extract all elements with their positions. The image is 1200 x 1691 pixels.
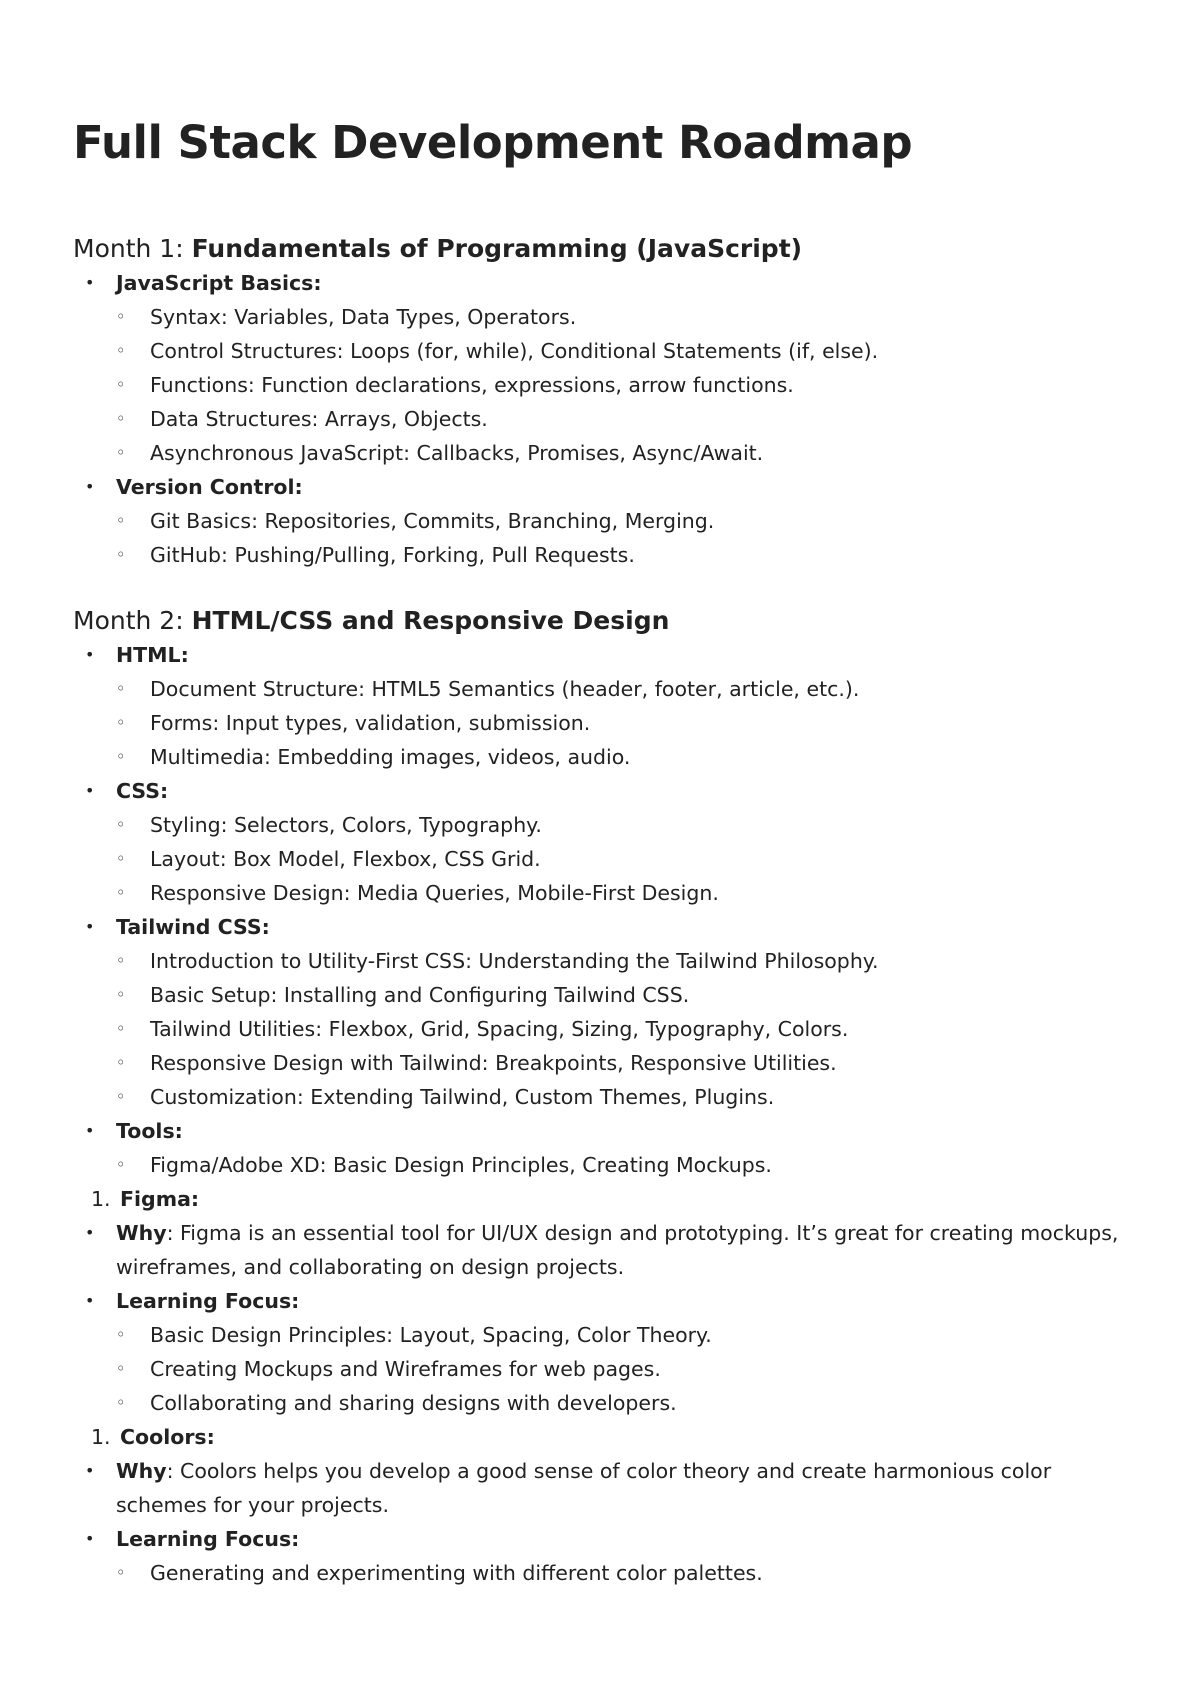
item-number: 1. xyxy=(91,1425,111,1449)
list-item: ◦ Multimedia: Embedding images, videos, audio. xyxy=(73,740,1133,774)
why-text: : Figma is an essential tool for UI/UX design and prototyping. It’s great for creating mockups, wireframes, and collaborating on design projects. xyxy=(116,1221,1119,1279)
month-1-prefix: Month 1: xyxy=(73,234,192,263)
list-item: ◦ Git Basics: Repositories, Commits, Branching, Merging. xyxy=(73,504,1133,538)
list-item: ◦ Generating and experimenting with different color palettes. xyxy=(73,1556,1133,1590)
list-item: ◦ Responsive Design: Media Queries, Mobile-First Design. xyxy=(73,876,1133,910)
list-item: ◦ Figma/Adobe XD: Basic Design Principles, Creating Mockups. xyxy=(73,1148,1133,1182)
why-text: : Coolors helps you develop a good sense of color theory and create harmonious color schemes for your projects. xyxy=(116,1459,1052,1517)
month-1-heading xyxy=(73,232,1133,266)
coolors-why xyxy=(73,1454,1133,1522)
item-title: Figma: xyxy=(120,1187,200,1211)
list-item: ◦ Data Structures: Arrays, Objects. xyxy=(73,402,1133,436)
list-item: ◦ Functions: Function declarations, expressions, arrow functions. xyxy=(73,368,1133,402)
section-label: HTML: xyxy=(116,643,189,667)
item-number: 1. xyxy=(91,1187,111,1211)
list-item: ◦ Syntax: Variables, Data Types, Operators. xyxy=(73,300,1133,334)
section-javascript-basics xyxy=(73,266,1133,300)
list-item: ◦ Creating Mockups and Wireframes for web pages. xyxy=(73,1352,1133,1386)
month-2-heading xyxy=(73,604,1133,638)
list-item: ◦ Styling: Selectors, Colors, Typography. xyxy=(73,808,1133,842)
section-tailwind-css xyxy=(73,910,1133,944)
list-item: ◦ Tailwind Utilities: Flexbox, Grid, Spacing, Sizing, Typography, Colors. xyxy=(73,1012,1133,1046)
document-page xyxy=(73,112,1133,1590)
figma-learning-focus xyxy=(73,1284,1133,1318)
figma-list xyxy=(73,1216,1133,1420)
coolors-learning-focus xyxy=(73,1522,1133,1556)
list-item: ◦ Introduction to Utility-First CSS: Understanding the Tailwind Philosophy. xyxy=(73,944,1133,978)
list-item: ◦ Document Structure: HTML5 Semantics (header, footer, article, etc.). xyxy=(73,672,1133,706)
focus-label: Learning Focus: xyxy=(116,1527,300,1551)
list-item: ◦ Customization: Extending Tailwind, Custom Themes, Plugins. xyxy=(73,1080,1133,1114)
section-label: Tailwind CSS: xyxy=(116,915,270,939)
section-css xyxy=(73,774,1133,808)
page-title: Full Stack Development Roadmap xyxy=(73,116,913,169)
section-label: Tools: xyxy=(116,1119,183,1143)
list-item: ◦ Layout: Box Model, Flexbox, CSS Grid. xyxy=(73,842,1133,876)
list-item: ◦ Forms: Input types, validation, submission. xyxy=(73,706,1133,740)
section-label: JavaScript Basics: xyxy=(116,271,322,295)
item-title: Coolors: xyxy=(120,1425,215,1449)
section-label: CSS: xyxy=(116,779,169,803)
numbered-item-figma xyxy=(73,1182,1133,1216)
list-item: ◦ Responsive Design with Tailwind: Breakpoints, Responsive Utilities. xyxy=(73,1046,1133,1080)
list-item: ◦ Basic Design Principles: Layout, Spacing, Color Theory. xyxy=(73,1318,1133,1352)
why-label: Why xyxy=(116,1221,167,1245)
why-label: Why xyxy=(116,1459,167,1483)
month-2-topic: HTML/CSS and Responsive Design xyxy=(191,606,670,635)
section-html xyxy=(73,638,1133,672)
list-item: ◦ Control Structures: Loops (for, while), Conditional Statements (if, else). xyxy=(73,334,1133,368)
focus-label: Learning Focus: xyxy=(116,1289,300,1313)
list-item: ◦ Asynchronous JavaScript: Callbacks, Promises, Async/Await. xyxy=(73,436,1133,470)
coolors-list xyxy=(73,1454,1133,1590)
section-label: Version Control: xyxy=(116,475,303,499)
section-version-control xyxy=(73,470,1133,504)
numbered-item-coolors xyxy=(73,1420,1133,1454)
month-2-prefix: Month 2: xyxy=(73,606,192,635)
section-tools xyxy=(73,1114,1133,1148)
figma-why xyxy=(73,1216,1133,1284)
list-item: ◦ Collaborating and sharing designs with developers. xyxy=(73,1386,1133,1420)
list-item: ◦ Basic Setup: Installing and Configuring Tailwind CSS. xyxy=(73,978,1133,1012)
month-1-list xyxy=(73,266,1133,572)
month-2-list xyxy=(73,638,1133,1182)
month-1-topic: Fundamentals of Programming (JavaScript) xyxy=(191,234,803,263)
list-item: ◦ GitHub: Pushing/Pulling, Forking, Pull Requests. xyxy=(73,538,1133,572)
